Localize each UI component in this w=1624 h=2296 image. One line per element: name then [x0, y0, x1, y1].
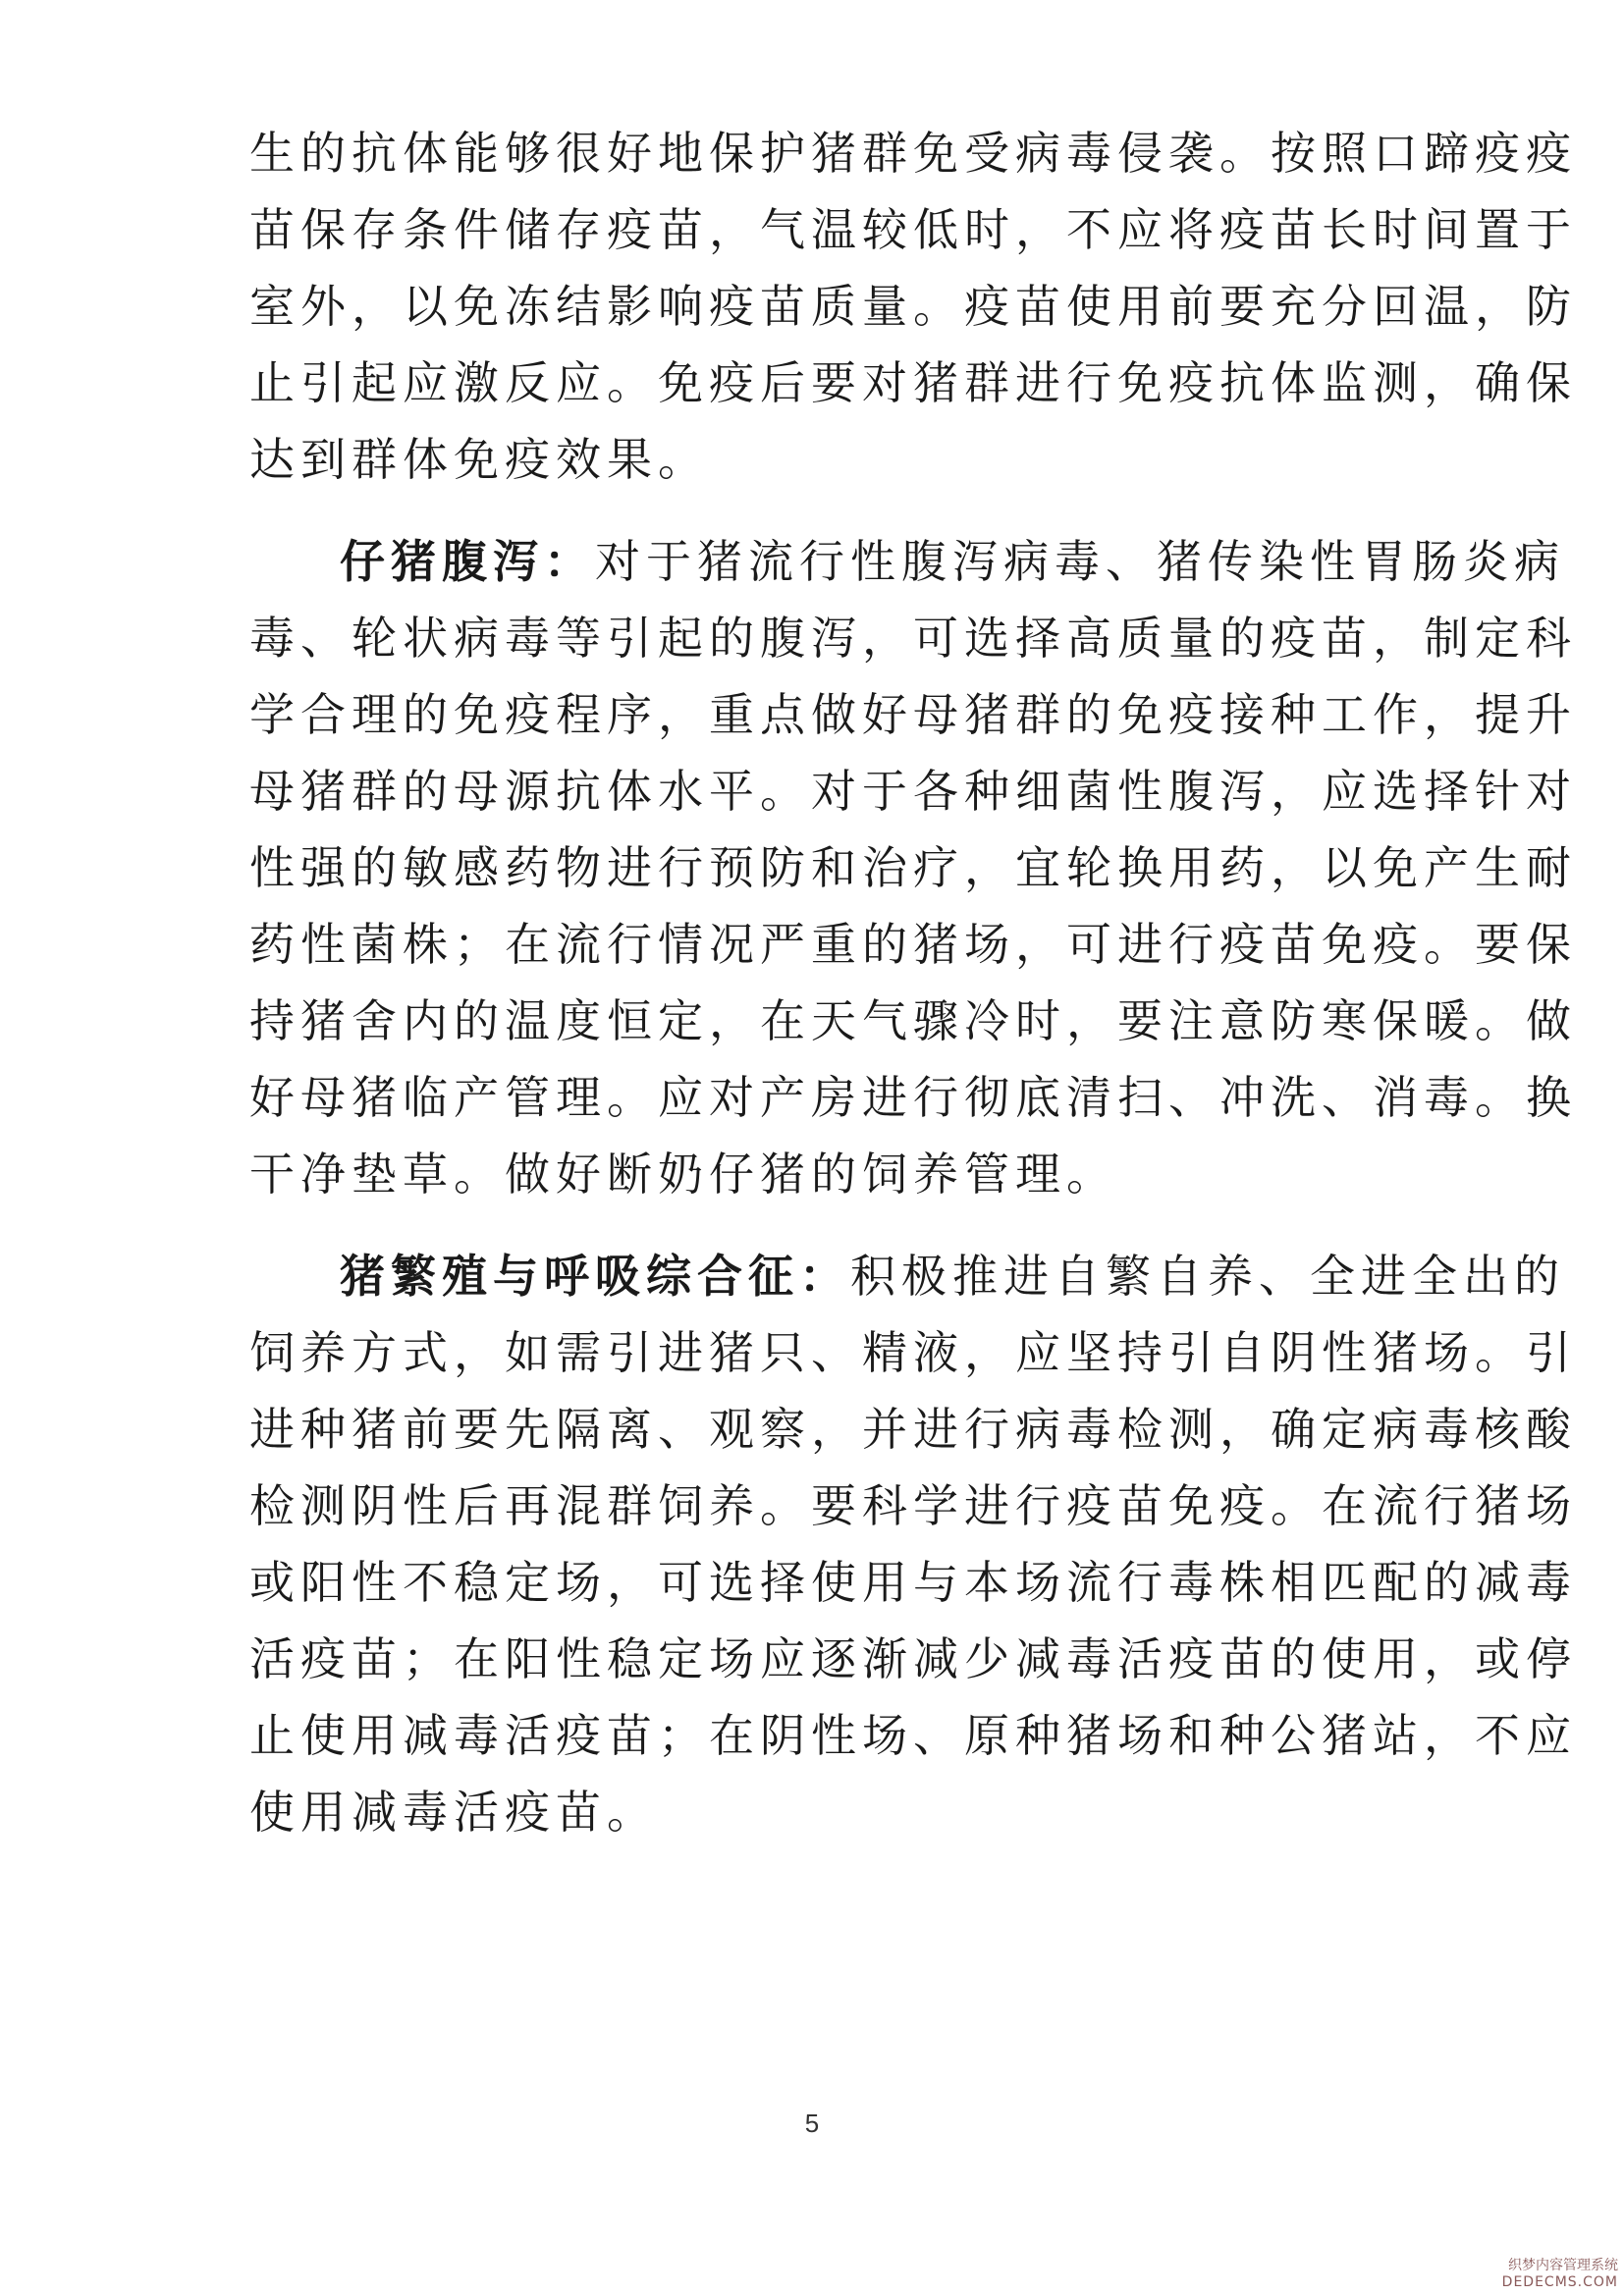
text-line: 母猪群的母源抗体水平。对于各种细菌性腹泻，应选择针对 — [249, 765, 1577, 818]
text-line: 毒、轮状病毒等引起的腹泻，可选择高质量的疫苗，制定科 — [249, 612, 1577, 665]
text-line — [340, 527, 1565, 596]
text-line: 干净垫草。做好断奶仔猪的饲养管理。 — [249, 1148, 1117, 1201]
text-line: 止使用减毒活疫苗；在阴性场、原种猪场和种公猪站，不应 — [249, 1709, 1577, 1762]
text-line: 药性菌株；在流行情况严重的猪场，可进行疫苗免疫。要保 — [249, 918, 1577, 971]
text-line: 达到群体免疫效果。 — [249, 433, 709, 486]
text-line: 饲养方式，如需引进猪只、精液，应坚持引自阴性猪场。引 — [249, 1326, 1577, 1379]
text-run: 对于猪流行性腹泻病毒、猪传染性胃肠炎病 — [595, 535, 1565, 588]
text-line — [340, 1242, 1565, 1310]
text-line: 活疫苗；在阳性稳定场应逐渐减少减毒活疫苗的使用，或停 — [249, 1632, 1577, 1685]
text-line: 苗保存条件储存疫苗，气温较低时，不应将疫苗长时间置于 — [249, 203, 1577, 256]
section-heading: 仔猪腹泻： — [340, 535, 595, 588]
watermark-cn: 织梦内容管理系统 — [1508, 2258, 1618, 2273]
text-line: 持猪舍内的温度恒定，在天气骤冷时，要注意防寒保暖。做 — [249, 994, 1577, 1047]
text-line: 室外，以免冻结影响疫苗质量。疫苗使用前要充分回温，防 — [249, 280, 1577, 333]
page-number: 5 — [804, 2109, 820, 2138]
text-line: 止引起应激反应。免疫后要对猪群进行免疫抗体监测，确保 — [249, 356, 1577, 409]
text-line: 或阳性不稳定场，可选择使用与本场流行毒株相匹配的减毒 — [249, 1556, 1577, 1609]
section-heading: 猪繁殖与呼吸综合征： — [340, 1250, 850, 1303]
watermark-en: DEDECMS.COM — [1501, 2274, 1618, 2290]
text-line: 进种猪前要先隔离、观察，并进行病毒检测，确定病毒核酸 — [249, 1403, 1577, 1456]
text-run: 积极推进自繁自养、全进全出的 — [850, 1250, 1565, 1303]
text-line: 性强的敏感药物进行预防和治疗，宜轮换用药，以免产生耐 — [249, 841, 1577, 894]
text-line: 使用减毒活疫苗。 — [249, 1786, 658, 1839]
watermark — [1471, 2257, 1618, 2290]
text-line: 检测阴性后再混群饲养。要科学进行疫苗免疫。在流行猪场 — [249, 1479, 1577, 1532]
text-line: 好母猪临产管理。应对产房进行彻底清扫、冲洗、消毒。换 — [249, 1071, 1577, 1124]
text-line: 学合理的免疫程序，重点做好母猪群的免疫接种工作，提升 — [249, 688, 1577, 741]
text-line: 生的抗体能够很好地保护猪群免受病毒侵袭。按照口蹄疫疫 — [249, 127, 1577, 180]
